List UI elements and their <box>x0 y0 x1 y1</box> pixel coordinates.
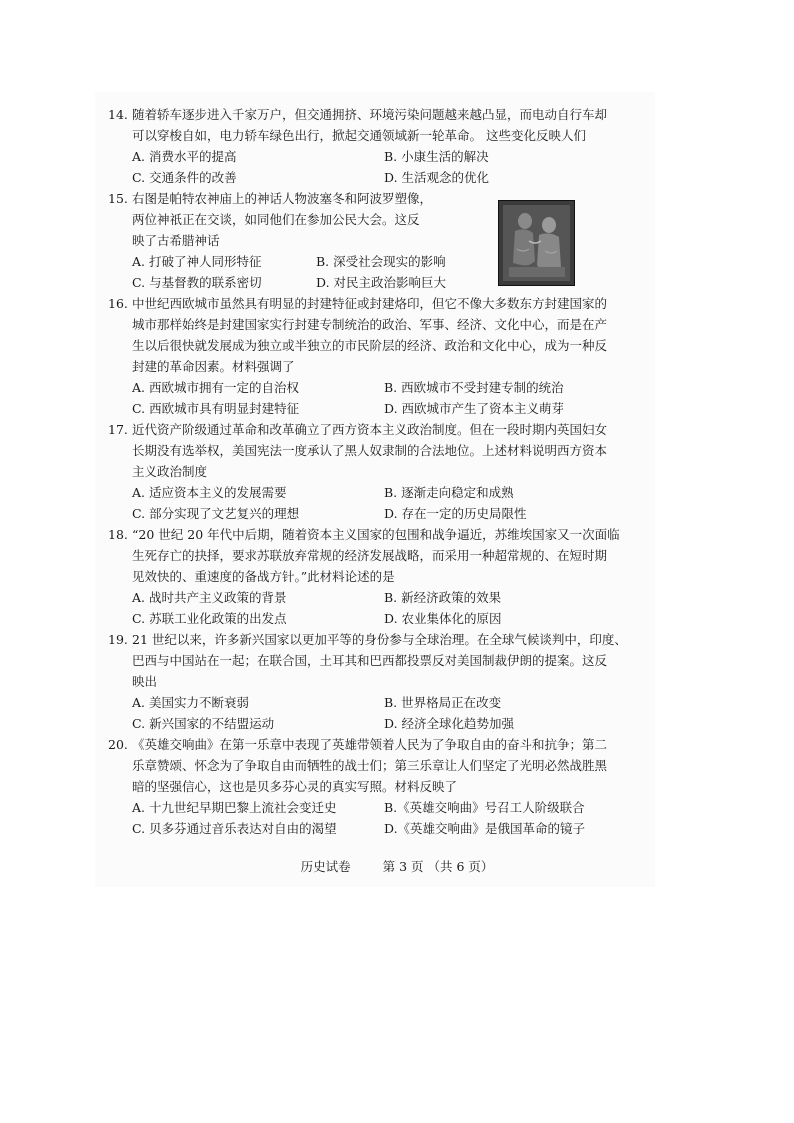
option-d: D. 农业集体化的原因 <box>384 611 502 626</box>
option-b: B. 世界格局正在改变 <box>384 695 502 710</box>
options <box>108 797 648 839</box>
question-number: 20. <box>108 737 128 752</box>
option-a: A. 打破了神人同形特征 <box>132 254 262 269</box>
question-18 <box>108 524 648 629</box>
question-text-line: 可以穿梭自如，电力轿车绿色出行，掀起交通领域新一轮革命。 这些变化反映人们 <box>132 128 586 143</box>
sculpture-relief-image <box>498 200 575 286</box>
question-number: 15. <box>108 191 128 206</box>
option-d: D. 经济全球化趋势加强 <box>384 716 515 731</box>
question-text-line: 右图是帕特农神庙上的神话人物波塞冬和阿波罗塑像， <box>132 191 433 206</box>
options <box>108 482 648 524</box>
option-a: A. 美国实力不断衰弱 <box>132 695 249 710</box>
question-number: 18. <box>108 527 128 542</box>
question-text-line: 暗的坚强信心，这也是贝多芬心灵的真实写照。材料反映了 <box>132 779 458 794</box>
option-c: C. 部分实现了文艺复兴的理想 <box>132 506 300 521</box>
option-c: C. 苏联工业化政策的出发点 <box>132 611 287 626</box>
option-c: C. 贝多芬通过音乐表达对自由的渴望 <box>132 821 337 836</box>
question-number: 14. <box>108 107 128 122</box>
question-text-line: 映了古希腊神话 <box>132 233 220 248</box>
question-text-line: 两位神祇正在交谈，如同他们在参加公民大会。这反 <box>132 212 420 227</box>
option-c: C. 交通条件的改善 <box>132 170 237 185</box>
question-text-line: 生死存亡的抉择，要求苏联放弃常规的经济发展战略，而采用一种超常规的、在短时期 <box>132 548 608 563</box>
option-b: B.《英雄交响曲》号召工人阶级联合 <box>384 800 585 815</box>
option-c: C. 西欧城市具有明显封建特征 <box>132 401 300 416</box>
question-text-line: 城市那样始终是封建国家实行封建专制统治的政治、军事、经济、文化中心，而是在产 <box>132 317 608 332</box>
question-text-line: 长期没有选举权，美国宪法一度承认了黑人奴隶制的合法地位。上述材料说明西方资本 <box>132 443 608 458</box>
option-b: B. 逐渐走向稳定和成熟 <box>384 485 514 500</box>
footer-page-number: 第 3 页 （共 6 页） <box>382 859 494 874</box>
question-14 <box>108 104 648 188</box>
option-b: B. 新经济政策的效果 <box>384 590 502 605</box>
option-a: A. 战时共产主义政策的背景 <box>132 590 287 605</box>
option-c: C. 新兴国家的不结盟运动 <box>132 716 275 731</box>
question-17 <box>108 419 648 524</box>
question-number: 19. <box>108 632 128 647</box>
options <box>108 377 648 419</box>
option-c: C. 与基督教的联系密切 <box>132 275 262 290</box>
options <box>108 692 648 734</box>
question-text-line: 随着轿车逐步进入千家万户，但交通拥挤、环境污染问题越来越凸显，而电动自行车却 <box>132 107 608 122</box>
option-d: D. 存在一定的历史局限性 <box>384 506 527 521</box>
question-text-line: 21 世纪以来，许多新兴国家以更加平等的身份参与全球治理。在全球气候谈判中，印度、 <box>132 632 627 647</box>
option-d: D. 对民主政治影响巨大 <box>316 275 447 290</box>
sculpture-relief-drawing <box>499 201 574 285</box>
question-text-line: 映出 <box>132 674 158 689</box>
option-d: D. 西欧城市产生了资本主义萌芽 <box>384 401 565 416</box>
option-d: D.《英雄交响曲》是俄国革命的镜子 <box>384 821 586 836</box>
option-d: D. 生活观念的优化 <box>384 170 490 185</box>
option-a: A. 消费水平的提高 <box>132 149 237 164</box>
footer-subject: 历史试卷 <box>300 859 351 874</box>
question-text-line: 中世纪西欧城市虽然具有明显的封建特征或封建烙印，但它不像大多数东方封建国家的 <box>132 296 608 311</box>
question-text-line: 巴西与中国站在一起；在联合国，土耳其和巴西都投票反对美国制裁伊朗的提案。这反 <box>132 653 608 668</box>
option-a: A. 西欧城市拥有一定的自治权 <box>132 380 299 395</box>
question-text-line: 乐章赞颂、怀念为了争取自由而牺牲的战士们；第三乐章让人们坚定了光明必然战胜黑 <box>132 758 608 773</box>
option-b: B. 小康生活的解决 <box>384 149 489 164</box>
question-text-line: 见效快的、重速度的备战方针。”此材料论述的是 <box>132 569 395 584</box>
question-20 <box>108 734 648 839</box>
question-text-line: 近代资产阶级通过革命和改革确立了西方资本主义政治制度。但在一段时期内英国妇女 <box>132 422 608 437</box>
options <box>108 587 648 629</box>
question-text-line: 生以后很快就发展成为独立或半独立的市民阶层的经济、政治和文化中心，成为一种反 <box>132 338 608 353</box>
question-19 <box>108 629 648 734</box>
question-number: 17. <box>108 422 128 437</box>
options <box>108 146 648 188</box>
option-a: A. 十九世纪早期巴黎上流社会变迁史 <box>132 800 337 815</box>
page-footer <box>0 857 794 875</box>
option-a: A. 适应资本主义的发展需要 <box>132 485 287 500</box>
question-text-line: “20 世纪 20 年代中后期，随着资本主义国家的包围和战争逼近，苏维埃国家又一次面临 <box>132 527 620 542</box>
option-b: B. 西欧城市不受封建专制的统治 <box>384 380 564 395</box>
question-16 <box>108 293 648 419</box>
option-b: B. 深受社会现实的影响 <box>316 254 446 269</box>
question-text-line: 《英雄交响曲》在第一乐章中表现了英雄带领着人民为了争取自由的奋斗和抗争；第二 <box>132 737 608 752</box>
question-text-line: 封建的革命因素。材料强调了 <box>132 359 295 374</box>
question-text-line: 主义政治制度 <box>132 464 208 479</box>
question-number: 16. <box>108 296 128 311</box>
